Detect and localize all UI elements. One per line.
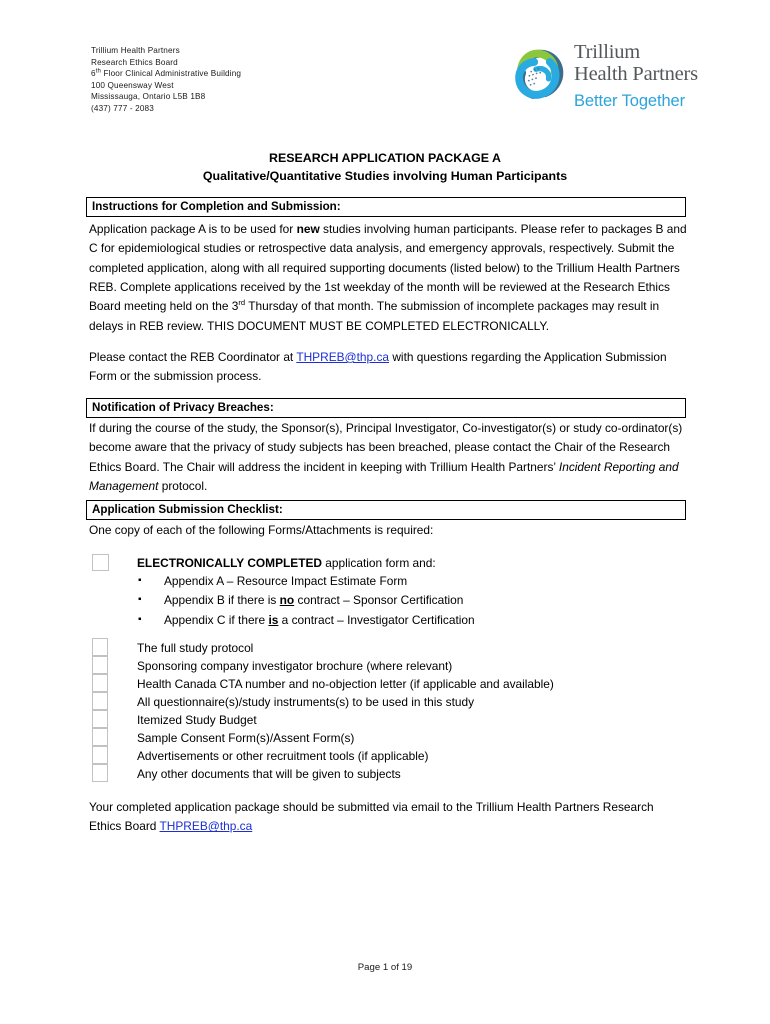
checklist-item-label: Any other documents that will be given to subjects <box>137 767 401 781</box>
appendix-sub-list <box>137 572 475 630</box>
protocol-title-italic: Incident Reporting and Management <box>89 459 679 494</box>
reb-coordinator-email-link[interactable]: THPREB@thp.ca <box>296 350 390 364</box>
document-subtitle: Qualitative/Quantitative Studies involving Human Participants <box>202 169 568 183</box>
letterhead-line-phone: (437) 777 - 2083 <box>91 103 154 113</box>
page-footer: Page 1 of 19 <box>357 962 413 973</box>
submission-closing-paragraph: Your completed application package should be submitted via email to the Trillium Health Partners Research Ethics Board THPREB@thp.ca <box>89 800 654 834</box>
checkbox-advertisements[interactable] <box>92 746 108 764</box>
checklist-item-label: Sponsoring company investigator brochure (where relevant) <box>137 659 453 673</box>
logo-wordmark-line1: Trillium <box>574 41 641 63</box>
checkbox-investigator-brochure[interactable] <box>92 656 108 674</box>
list-item: ▪ Appendix B if there is no contract – Sponsor Certification <box>137 591 475 610</box>
letterhead-line-organization: Trillium Health Partners <box>91 46 180 55</box>
checkbox-health-canada-cta[interactable] <box>92 674 108 692</box>
list-item: ▪ Appendix C if there is a contract – Investigator Certification <box>137 611 475 630</box>
checklist-item-label: All questionnaire(s)/study instruments(s) to be used in this study <box>137 695 475 709</box>
submission-email-link[interactable]: THPREB@thp.ca <box>159 819 253 834</box>
checklist-section-heading: Application Submission Checklist: <box>92 503 283 516</box>
checkbox-electronically-completed[interactable] <box>92 554 109 571</box>
privacy-paragraph: If during the course of the study, the Sponsor(s), Principal Investigator, Co-investigator(s) or study co-ordinator(s) become aware that the privacy of study subjects has been breached, please contact the Chair of the Research Ethics Board. The Chair will address the incident in keeping with Trillium Health Partners’ Incident Reporting and Management protocol. <box>89 421 683 494</box>
checklist-item-label: Advertisements or other recruitment tools (if applicable) <box>137 749 429 763</box>
checklist-item-label: Itemized Study Budget <box>137 713 257 727</box>
checklist-item-label: Sample Consent Form(s)/Assent Form(s) <box>137 731 355 745</box>
checkbox-study-protocol[interactable] <box>92 638 108 656</box>
checklist-item-label: The full study protocol <box>137 641 254 655</box>
checklist-item-label: Health Canada CTA number and no-objection letter (if applicable and available) <box>137 677 554 691</box>
checklist-section-heading-box <box>86 500 686 520</box>
letterhead-line-building: 6th Floor Clinical Administrative Building <box>91 68 242 79</box>
checkbox-questionnaires[interactable] <box>92 692 108 710</box>
checklist-intro-text: One copy of each of the following Forms/Attachments is required: <box>89 523 434 537</box>
trillium-health-partners-logo <box>508 42 728 120</box>
ordinal-suffix: th <box>95 68 102 75</box>
document-title: RESEARCH APPLICATION PACKAGE A <box>269 151 501 165</box>
list-item: ▪ Appendix A – Resource Impact Estimate Form <box>137 572 475 591</box>
letterhead-line-department: Research Ethics Board <box>91 57 178 67</box>
logo-wordmark <box>574 42 730 112</box>
ordinal-suffix: rd <box>238 298 246 308</box>
logo-tagline: Better Together <box>574 92 686 110</box>
instructions-section-heading-box <box>86 197 686 217</box>
reb-coordinator-paragraph: Please contact the REB Coordinator at THPREB@thp.ca with questions regarding the Application Submission Form or the submission process. <box>89 350 667 384</box>
instructions-paragraph: Application package A is to be used for new studies involving human participants. Please refer to packages B and C for epidemiological studies or retrospective data analysis, and emergency approvals, respectively. Submit the completed application, along with all required supporting documents (listed below) to the Trillium Health Partners REB. Complete applications received by the 1st weekday of the month will be reviewed at the Research Ethics Board meeting held on the 3rd Thursday of that month. The submission of incomplete packages may result in delays in REB review. THIS DOCUMENT MUST BE COMPLETED ELECTRONICALLY. <box>89 222 687 333</box>
checkbox-consent-forms[interactable] <box>92 728 108 746</box>
checkbox-other-documents[interactable] <box>92 764 108 782</box>
letterhead-address <box>91 45 241 114</box>
privacy-section-heading-box <box>86 398 686 418</box>
logo-wordmark-line2: Health Partners <box>574 62 698 85</box>
instructions-section-heading: Instructions for Completion and Submission: <box>92 200 341 213</box>
trillium-knot-icon <box>508 44 570 104</box>
checkbox-itemized-budget[interactable] <box>92 710 108 728</box>
checklist-main-item-label: ELECTRONICALLY COMPLETED application form and: <box>137 556 436 570</box>
letterhead-line-street: 100 Queensway West <box>91 80 174 90</box>
privacy-section-heading: Notification of Privacy Breaches: <box>92 401 274 414</box>
emphasis-new: new <box>296 222 320 236</box>
letterhead-line-city: Mississauga, Ontario L5B 1B8 <box>91 92 206 102</box>
